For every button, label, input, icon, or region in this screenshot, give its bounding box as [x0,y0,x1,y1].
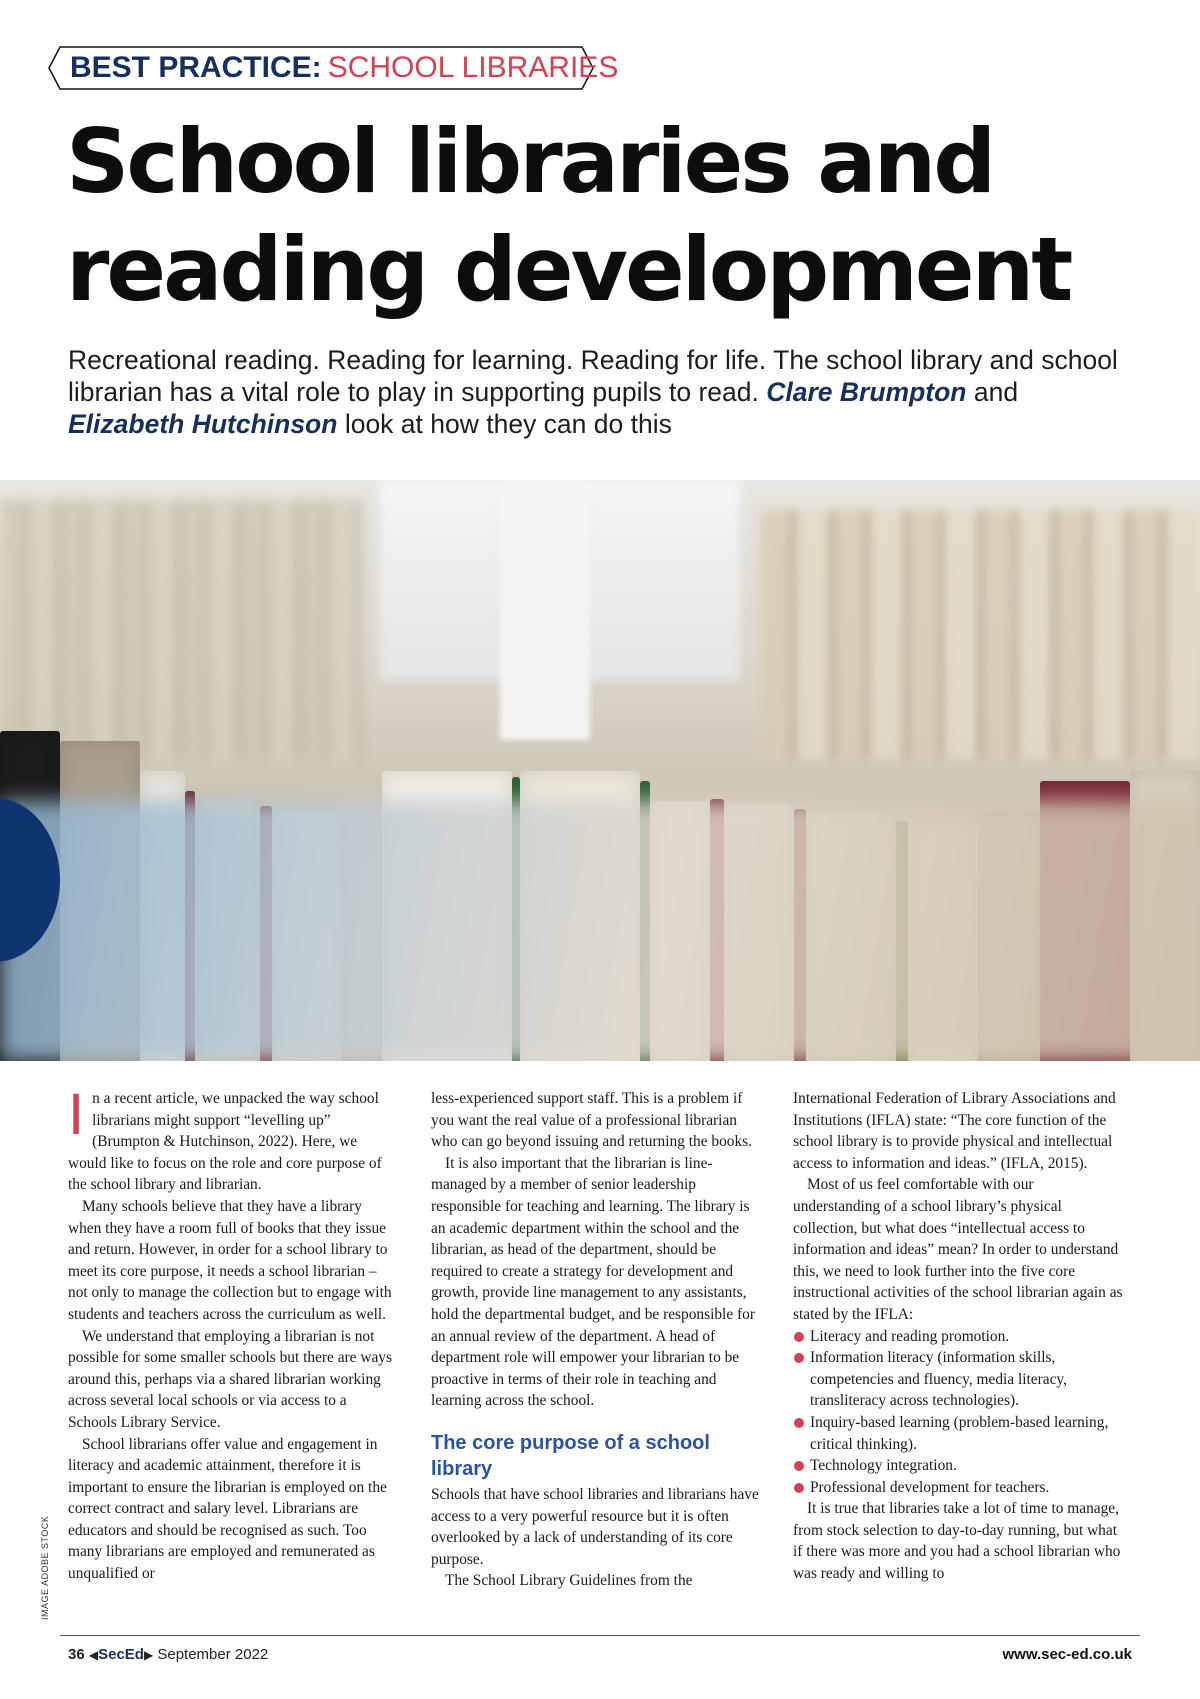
paragraph: Most of us feel comfortable with our understanding of a school library’s physical collection, but what does “intellectual access to information and ideas” mean? In order to understand this, we need to look further into the five core instructional activities of the school librarian again as stated by the IFLA: [793,1176,1123,1323]
foreground-blur [0,801,1200,1061]
paragraph: Schools that have school libraries and librarians have access to a very powerful resource but it is often overlooked by a lack of understanding of its core purpose. [431,1485,759,1568]
list-item: Technology integration. [793,1455,1123,1477]
body-column-1 [68,1082,398,1585]
paragraph: We understand that employing a librarian is not possible for some smaller schools but there are ways around this, perhaps via a shared librarian working across several local schools or via access to a Schools Library Service. [68,1327,392,1431]
headline-line-2: reading development [66,218,1071,321]
paragraph: It is true that libraries take a lot of time to manage, from stock selection to day-to-day running, but what if there was more and you had a school librarian who was ready and willing to [793,1500,1121,1583]
background-shelf-right [760,510,1200,760]
background-pillar [500,480,590,740]
hero-image [0,480,1200,1061]
paragraph: International Federation of Library Associations and Institutions (IFLA) state: “The core function of the school library is to provide physical and intellectual access to information and ideas.” (IFLA, 2015). [793,1090,1116,1172]
author-1[interactable]: Clare Brumpton [766,377,967,407]
magazine-name: SecEd [98,1646,144,1663]
website-link[interactable]: www.sec-ed.co.uk [1002,1646,1132,1663]
headline [66,108,1146,324]
standfirst-text: Recreational reading. Reading for learning. Reading for life. The school library and school librarian has a vital role to play in supporting pupils to read. [68,345,1118,407]
paragraph: The School Library Guidelines from the [445,1572,693,1590]
paragraph [68,1082,398,1196]
footer-rule [60,1635,1140,1636]
body-column-2 [431,1088,761,1592]
body-column-3 [793,1088,1123,1585]
subheading: The core purpose of a school library [431,1431,710,1480]
paragraph-text: n a recent article, we unpacked the way school librarians might support “levelling up” (Brumpton & Hutchinson, 2022). Here, we would like to focus on the role and core purpose of the school library and librarian. [68,1090,382,1194]
list-item: Professional development for teachers. [793,1477,1123,1499]
paragraph: School librarians offer value and engagement in literacy and academic attainment, therefore it is important to ensure the librarian is employed on the correct contract and salary level. Librarians are educators and should be recognised as such. Too many librarians are employed and remunerated as unqualified or [68,1435,387,1583]
issue-date: September 2022 [157,1646,269,1663]
image-credit: IMAGE ADOBE STOCK [40,1515,50,1620]
section-tag-topic: SCHOOL LIBRARIES [327,51,619,84]
standfirst-tail: look at how they can do this [344,409,672,439]
author-2[interactable]: Elizabeth Hutchinson [68,409,338,439]
section-tag-bold: BEST PRACTICE: [70,51,322,84]
list-item: Literacy and reading promotion. [793,1326,1123,1348]
list-item: Information literacy (information skills, competencies and fluency, media literacy, transliteracy across technologies). [793,1347,1123,1412]
core-activities-list [793,1326,1123,1499]
headline-line-1: School libraries and [66,110,994,213]
triangle-right-icon: ▶ [143,1648,154,1662]
standfirst [68,344,1128,440]
footer-left [68,1646,268,1663]
paragraph: Many schools believe that they have a library when they have a room full of books that they issue and return. However, in order for a school library to meet its core purpose, it needs a school librarian – not only to manage the collection but to engage with students and teachers across the curriculum as well. [68,1197,392,1323]
dropcap: I [68,1082,85,1147]
paragraph: less-experienced support staff. This is a problem if you want the real value of a professional librarian who can go beyond issuing and returning the books. [431,1090,753,1151]
background-shelf-left [0,500,360,760]
triangle-left-icon: ◀ [88,1648,99,1662]
page-number: 36 [68,1646,85,1663]
paragraph: It is also important that the librarian is line-managed by a member of senior leadership responsible for teaching and learning. The library is an academic department within the school and the librarian, as head of the department, should be required to create a strategy for development and growth, provide line management to any assistants, hold the departmental budget, and be responsible for an annual review of the department. A head of department role will empower your librarian to be proactive in terms of their role in teaching and learning across the school. [431,1154,755,1410]
list-item: Inquiry-based learning (problem-based learning, critical thinking). [793,1412,1123,1455]
standfirst-joiner: and [973,377,1019,407]
section-tag [48,46,619,90]
